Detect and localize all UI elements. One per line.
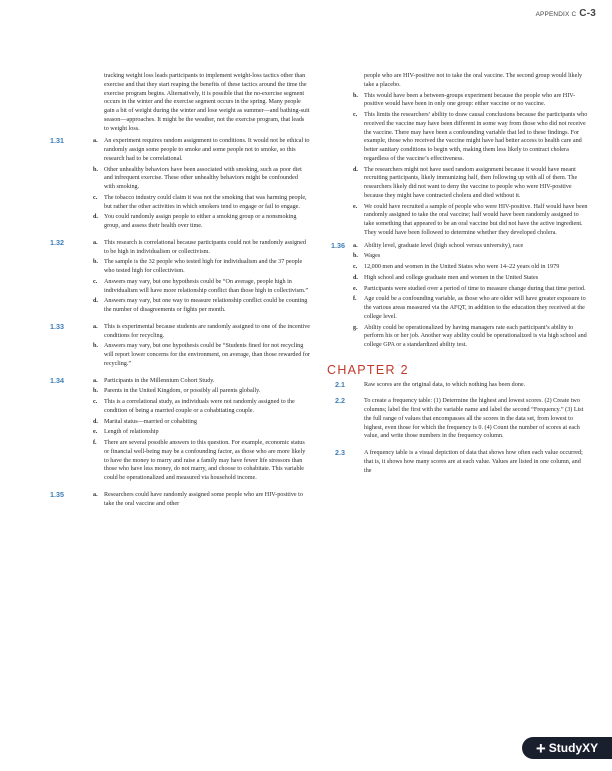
answer-text: A frequency table is a visual depiction of data that shows how often each value occurred; that is, it shows how many scores are at each value. Values are listed in one column, and the	[364, 450, 583, 474]
answer-list	[20, 377, 310, 483]
answer-item	[353, 203, 589, 238]
item-text: Age could be a confounding variable, as those who are older will have greater exposure to the various areas measured via the AFQT, in addition to the education they received at the college level.	[364, 296, 586, 320]
item-text: This is a correlational study, as individuals were not randomly assigned to the condition of being a married couple or a cohabitating couple.	[104, 399, 295, 414]
item-text: An experiment requires random assignment to conditions. It would not be ethical to randomly assign some people to smoke and some people not to smoke, so this research had to be correlational.	[104, 138, 310, 162]
question-block	[20, 377, 310, 483]
item-letter: b.	[93, 343, 98, 350]
item-text: This is experimental because students are randomly assigned to one of the incentive conditions for recycling.	[104, 323, 310, 339]
item-text: Ability level, graduate level (high school versus university), race	[364, 242, 524, 249]
answer-item	[93, 137, 310, 163]
answer-item	[93, 377, 310, 386]
item-text: Answers may vary, but one hypothesis could be “Students fined for not recycling will report lower concerns for the environment, on average, than those rewarded for recycling.”	[104, 343, 310, 367]
item-letter: b.	[93, 259, 98, 266]
item-letter: g.	[353, 324, 358, 331]
item-text: Wages	[364, 253, 381, 260]
item-letter: e.	[353, 285, 358, 292]
item-text: The researchers might not have used random assignment because it would have meant recruiting participants, likely immunizing half, then following up with all of them. The researchers likely did not want to deny the vaccine to people who were HIV-positive because they might have contracted cholera and died without it.	[364, 166, 578, 199]
question-number: 1.34	[50, 375, 64, 385]
item-letter: d.	[353, 166, 358, 173]
item-text: This research is correlational because participants could not be randomly assigned to be high in individualism or collectivism.	[104, 239, 306, 255]
answer-item	[93, 398, 310, 416]
left-column	[20, 72, 310, 516]
answer-list	[20, 137, 310, 231]
chapter-answers	[327, 381, 589, 476]
item-text: High school and college graduate men and women in the United States	[364, 274, 539, 281]
item-letter: f.	[353, 296, 357, 303]
question-number: 2.3	[335, 448, 345, 457]
page-number: C-3	[579, 8, 596, 19]
answer-item	[353, 252, 589, 261]
answer-item	[93, 428, 310, 437]
answer-item	[353, 324, 589, 350]
answer-item	[93, 258, 310, 276]
question-number: 1.32	[50, 237, 64, 247]
left-questions	[20, 137, 310, 508]
answer-item	[93, 491, 310, 509]
answer-item	[353, 166, 589, 201]
question-number: 1.33	[50, 321, 64, 331]
answer-text: To create a frequency table: (1) Determine the highest and lowest scores. (2) Create two columns; label the first with the variable name and label the second “Frequency.” (3) List the full range of values that encompasses all the scores in the data set, from lowest to highest, even those for which the frequency is 0. (4) Count the number of scores at each value, and write those numbers in the frequency column.	[364, 398, 584, 440]
item-text: Ability could be operationalized by having managers rate each participant’s ability to perform his or her job. Another way ability could be operationalized is via high school and college GPA or a standardized ability test.	[364, 324, 587, 348]
question-block	[327, 381, 589, 390]
question-number: 1.36	[331, 240, 345, 250]
item-text: Answers may vary, but one hypothesis could be “On average, people high in individualism will have more relationship conflict than those high in collectivism.”	[104, 278, 309, 294]
question-block	[20, 491, 310, 509]
item-text: Other unhealthy behaviors have been associated with smoking, such as poor diet and infrequent exercise. These other unhealthy behaviors might be confounded with smoking.	[104, 166, 302, 190]
item-letter: f.	[93, 440, 97, 446]
item-text: Participants were studied over a period of time to measure change during that time period.	[364, 285, 586, 292]
item-letter: a.	[93, 323, 98, 330]
answer-item	[93, 418, 310, 427]
item-letter: b.	[353, 253, 358, 260]
right-intro-items	[327, 92, 589, 238]
question-block	[20, 239, 310, 315]
left-intro: tracking weight loss leads participants to implement weight-loss tactics other than exercise and that they start reaping the benefits of these tactics around the time the exercise program begins. Alternatively, it is possible that the no-exercise segment occurs in the winter and the exercise segment occurs in the spring. Many people gain a bit of weight during the winter and lose weight as summer—and bathing-suit season—approaches. It might be the weather, not the exercise program, that leads to weight loss.	[104, 73, 310, 132]
answer-item	[353, 263, 589, 272]
answer-item	[93, 194, 310, 212]
answer-text: Raw scores are the original data, to which nothing has been done.	[364, 381, 526, 388]
question-number: 1.31	[50, 136, 64, 146]
answer-item	[93, 239, 310, 257]
item-letter: c.	[93, 278, 98, 285]
item-text: Participants in the Millennium Cohort Study.	[104, 377, 215, 384]
item-text: The sample is the 32 people who tested high for individualism and the 37 people who tested high for collectivism.	[104, 259, 303, 274]
right-questions	[327, 242, 589, 350]
answer-item	[93, 166, 310, 192]
logo-text: StudyXY	[548, 741, 599, 755]
question-block	[20, 323, 310, 369]
item-letter: d.	[93, 298, 98, 305]
item-letter: a.	[93, 491, 98, 498]
item-letter: b.	[353, 92, 358, 99]
chapter-heading: CHAPTER 2	[327, 362, 409, 377]
answer-item	[93, 342, 310, 368]
answer-item	[93, 439, 310, 483]
item-text: This would have been a between-groups experiment because the people who are HIV-positive would have been in only one group: either vaccine or no vaccine.	[364, 92, 576, 108]
item-letter: d.	[93, 418, 98, 425]
item-letter: e.	[93, 429, 98, 436]
question-block	[20, 137, 310, 231]
answer-item	[93, 323, 310, 341]
answer-item	[353, 285, 589, 294]
question-number: 2.1	[335, 379, 345, 389]
item-text: 12,000 men and women in the United States who were 14–22 years old in 1979	[364, 264, 560, 270]
answer-item	[93, 297, 310, 315]
answer-item	[93, 387, 310, 396]
item-letter: a.	[93, 138, 98, 145]
running-header	[536, 8, 596, 19]
question-block	[327, 397, 589, 441]
item-letter: e.	[353, 203, 358, 210]
item-letter: b.	[93, 166, 98, 173]
question-block	[327, 449, 589, 475]
answer-list	[20, 239, 310, 315]
item-letter: c.	[353, 112, 358, 118]
item-text: Length of relationship	[104, 429, 159, 436]
answer-item	[353, 92, 589, 110]
item-letter: a.	[353, 242, 358, 249]
item-letter: c.	[353, 264, 358, 270]
appendix-label: APPENDIX C	[535, 11, 577, 18]
answer-item	[353, 242, 589, 251]
answer-item	[353, 111, 589, 164]
answer-item	[93, 278, 310, 296]
item-letter: c.	[93, 399, 98, 405]
item-text: Answers may vary, but one way to measure relationship conflict could be counting the number of disagreements or fights per month.	[104, 298, 308, 313]
question-number: 2.2	[335, 396, 345, 406]
item-letter: a.	[93, 239, 98, 246]
question-number: 1.35	[50, 489, 64, 499]
item-text: The tobacco industry could claim it was not the smoking that was harming people, but rather the other activities in which smokers tend to engage or fail to engage.	[104, 194, 307, 210]
item-text: Marital status—married or cohabiting	[104, 418, 197, 425]
question-block	[327, 242, 589, 350]
right-column	[327, 72, 589, 483]
item-text: We could have recruited a sample of people who were HIV-positive. Half would have been randomly assigned to take the oral vaccine; half would have been randomly assigned to take something that appeared to be an oral vaccine but did not have the active ingredient. They would have been followed to determine whether they developed cholera.	[364, 203, 588, 236]
item-text: You could randomly assign people to either a smoking group or a nonsmoking group, and assess their health over time.	[104, 214, 297, 229]
plus-icon: +	[535, 738, 546, 758]
answer-item	[93, 213, 310, 231]
right-intro: people who are HIV-positive not to take the oral vaccine. The second group would likely take a placebo.	[364, 73, 583, 88]
answer-item	[353, 295, 589, 321]
item-letter: d.	[353, 274, 358, 281]
item-text: There are several possible answers to this question. For example, economic status or financial well-being may be a confounding factor, as those who are more likely to have the money to marry and raise a family may have fewer life stressors than those who have less money, do not marry, and choose to cohabitate. This variable could be operationalized and measured via household income.	[104, 440, 306, 481]
item-text: This limits the researchers’ ability to draw causal conclusions because the participants who received the vaccine may have been different in some way from those who did not receive the vaccine. There may have been a confounding variable that led to these findings. For example, those who received the vaccine might have had better access to health care and better sanitary conditions to begin with, making them less likely to contract cholera regardless of the vaccine’s effectiveness.	[364, 112, 588, 162]
item-letter: c.	[93, 194, 98, 201]
item-text: Researchers could have randomly assigned some people who are HIV-positive to take the oral vaccine and other	[104, 491, 303, 507]
studyxy-logo[interactable]	[522, 737, 612, 759]
item-letter: b.	[93, 388, 98, 395]
answer-item	[353, 274, 589, 283]
item-letter: d.	[93, 214, 98, 221]
item-text: Parents in the United Kingdom, or possibly all parents globally.	[104, 388, 261, 395]
item-letter: a.	[93, 377, 98, 384]
answer-list	[327, 242, 589, 350]
